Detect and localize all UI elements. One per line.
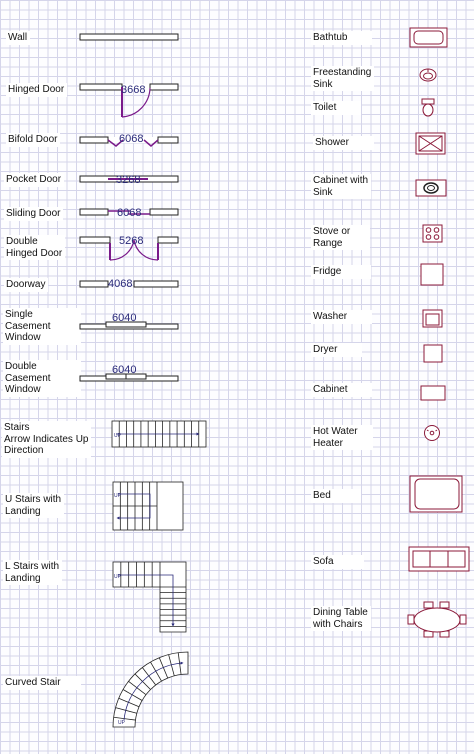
label-stairs: Stairs Arrow Indicates Up Direction (2, 421, 91, 458)
fridge-symbol (421, 264, 443, 285)
sliding-door-symbol (80, 207, 178, 219)
label-u-stairs: U Stairs with Landing (3, 493, 64, 518)
label-sliding-door: Sliding Door (4, 207, 63, 221)
label-double-hinged-door: Double Hinged Door (4, 235, 65, 260)
curved-stair-up-mark: UP (118, 720, 125, 726)
bed-symbol (410, 476, 462, 512)
l-stairs-up-mark: UP (114, 574, 121, 580)
pocket-door-symbol (80, 174, 178, 186)
toilet-symbol (422, 99, 434, 116)
u-stairs-up-mark: UP (114, 493, 121, 499)
label-pocket-door: Pocket Door (4, 173, 64, 187)
shower-symbol (416, 133, 445, 154)
hinged-door-dimension: 3668 (121, 84, 146, 96)
dining-table-symbol (408, 602, 466, 637)
label-cabinet-with-sink: Cabinet with Sink (311, 174, 371, 199)
stove-symbol (423, 225, 442, 242)
bathtub-symbol (410, 28, 447, 47)
label-bed: Bed (311, 489, 361, 503)
curved-stair-symbol (113, 652, 188, 727)
label-shower: Shower (313, 136, 374, 150)
label-hot-water-heater: Hot Water Heater (311, 425, 373, 450)
single-casement-dimension: 6040 (112, 312, 137, 324)
label-cabinet: Cabinet (311, 383, 372, 397)
label-stove-or-range: Stove or Range (311, 225, 370, 250)
cabinet-with-sink-symbol (416, 180, 446, 196)
label-freestanding-sink: Freestanding Sink (311, 66, 374, 91)
l-stairs-symbol (113, 562, 186, 632)
label-wall: Wall (6, 31, 30, 45)
cabinet-symbol (421, 386, 445, 400)
single-casement-window-symbol (80, 312, 178, 329)
pocket-door-dimension: 3268 (116, 174, 141, 186)
label-toilet: Toilet (311, 101, 361, 115)
label-single-casement-window: Single Casement Window (3, 308, 81, 345)
dryer-symbol (424, 345, 442, 362)
sliding-door-dimension: 6068 (117, 207, 142, 219)
label-curved-stair: Curved Stair (3, 676, 81, 690)
label-dryer: Dryer (311, 343, 362, 357)
straight-stairs-symbol (112, 421, 206, 447)
label-bifold-door: Bifold Door (6, 133, 60, 147)
label-double-casement-window: Double Casement Window (3, 360, 81, 397)
label-doorway: Doorway (4, 278, 48, 292)
label-bathtub: Bathtub (311, 31, 372, 45)
u-stairs-symbol (113, 482, 183, 530)
double-casement-window-symbol (80, 364, 178, 381)
wall-symbol (80, 34, 178, 40)
hinged-door-symbol (80, 84, 178, 117)
double-casement-dimension: 6040 (112, 364, 137, 376)
straight-stairs-up-mark: UP (114, 433, 121, 439)
bifold-door-dimension: 6068 (119, 133, 144, 145)
label-sofa: Sofa (311, 555, 364, 569)
label-fridge: Fridge (311, 265, 371, 279)
double-hinged-door-symbol (80, 235, 178, 260)
label-hinged-door: Hinged Door (6, 83, 67, 97)
bifold-door-symbol (80, 133, 178, 146)
label-washer: Washer (311, 310, 372, 324)
water-heater-symbol (425, 426, 440, 441)
doorway-dimension: 4068 (108, 278, 133, 290)
washer-symbol (423, 310, 442, 327)
double-hinged-door-dimension: 5268 (119, 235, 144, 247)
label-l-stairs: L Stairs with Landing (3, 560, 62, 585)
doorway-symbol (80, 278, 178, 290)
label-dining-table-with-chairs: Dining Table with Chairs (311, 606, 371, 631)
sofa-symbol (409, 547, 469, 571)
freestanding-sink-symbol (420, 69, 436, 81)
